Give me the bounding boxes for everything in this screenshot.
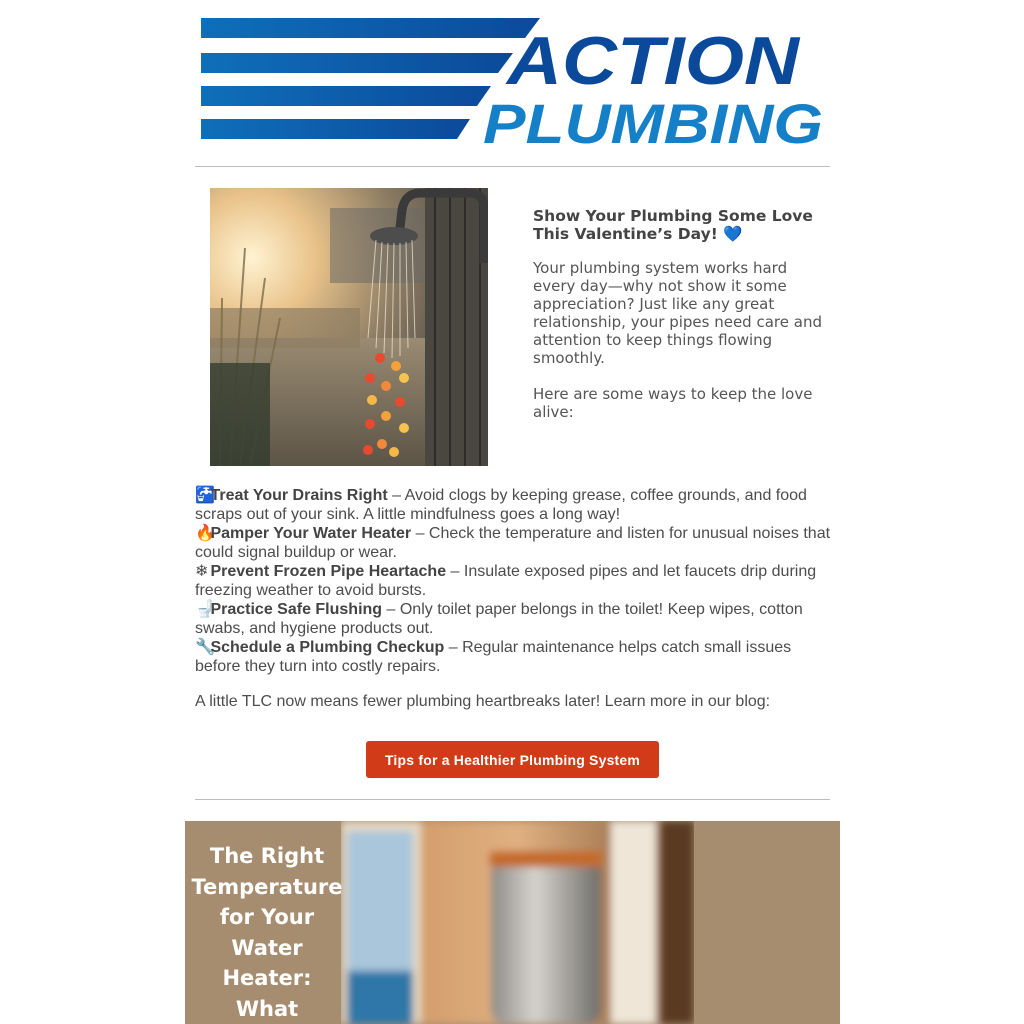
intro-heading: Show Your Plumbing Some Love This Valentine’s Day! 💙	[533, 207, 813, 243]
action-plumbing-logo[interactable]	[195, 14, 835, 150]
list-item	[195, 524, 835, 562]
article-title[interactable]	[185, 841, 349, 1024]
water-heater-image	[341, 821, 694, 1024]
tip-title: Prevent Frozen Pipe Heartache	[210, 563, 447, 580]
article-title-line: Temperature	[191, 874, 343, 899]
list-item	[195, 562, 835, 600]
wrench-icon: 🔧	[195, 639, 215, 656]
closing-text: A little TLC now means fewer plumbing heartbreaks later! Learn more in our blog:	[195, 693, 771, 710]
article-title-line: What	[235, 996, 299, 1021]
article-title-line: The Right	[209, 844, 325, 868]
tip-title: Practice Safe Flushing	[210, 601, 383, 618]
tip-text: – Regular maintenance helps catch small issues before they turn into costly repairs.	[195, 639, 792, 675]
tip-text: – Insulate exposed pipes and let faucets drip during freezing weather to avoid bursts.	[195, 563, 817, 599]
article-title-line: Water	[231, 935, 303, 960]
list-item	[195, 486, 835, 524]
article-banner[interactable]	[185, 821, 840, 1024]
list-item	[195, 638, 835, 676]
faucet-icon: 🚰	[195, 487, 215, 504]
snowflake-icon: ❄	[195, 563, 209, 580]
tip-text: – Only toilet paper belongs in the toilet! Keep wipes, cotton swabs, and hygiene products out.	[195, 601, 803, 637]
tip-title: Treat Your Drains Right	[210, 487, 388, 504]
tip-text: – Check the temperature and listen for unusual noises that could signal buildup or wear.	[195, 525, 831, 561]
divider	[195, 166, 830, 167]
intro-section	[533, 207, 829, 439]
blog-cta-button[interactable]: Tips for a Healthier Plumbing System	[366, 741, 659, 778]
article-title-line: for Your	[219, 905, 315, 929]
intro-paragraph: Your plumbing system works hard every day—why not show it some appreciation? Just like any great relationship, your pipes need care and attention to keep things flowing smoothly.	[533, 259, 822, 367]
article-title-line: Heater:	[222, 966, 312, 990]
tip-title: Pamper Your Water Heater	[210, 525, 412, 542]
shower-hearts-image	[210, 188, 488, 466]
intro-lead-in: Here are some ways to keep the love alive:	[533, 385, 813, 421]
fire-icon: 🔥	[195, 525, 215, 542]
svg-text:PLUMBING: PLUMBING	[483, 92, 823, 150]
svg-text:ACTION: ACTION	[504, 23, 802, 99]
tip-title: Schedule a Plumbing Checkup	[210, 639, 445, 656]
toilet-icon: 🚽	[195, 601, 215, 618]
tips-list	[195, 486, 835, 676]
divider	[195, 799, 830, 800]
tip-text: – Avoid clogs by keeping grease, coffee grounds, and food scraps out of your sink. A little mindfulness goes a long way!	[195, 487, 807, 523]
list-item	[195, 600, 835, 638]
